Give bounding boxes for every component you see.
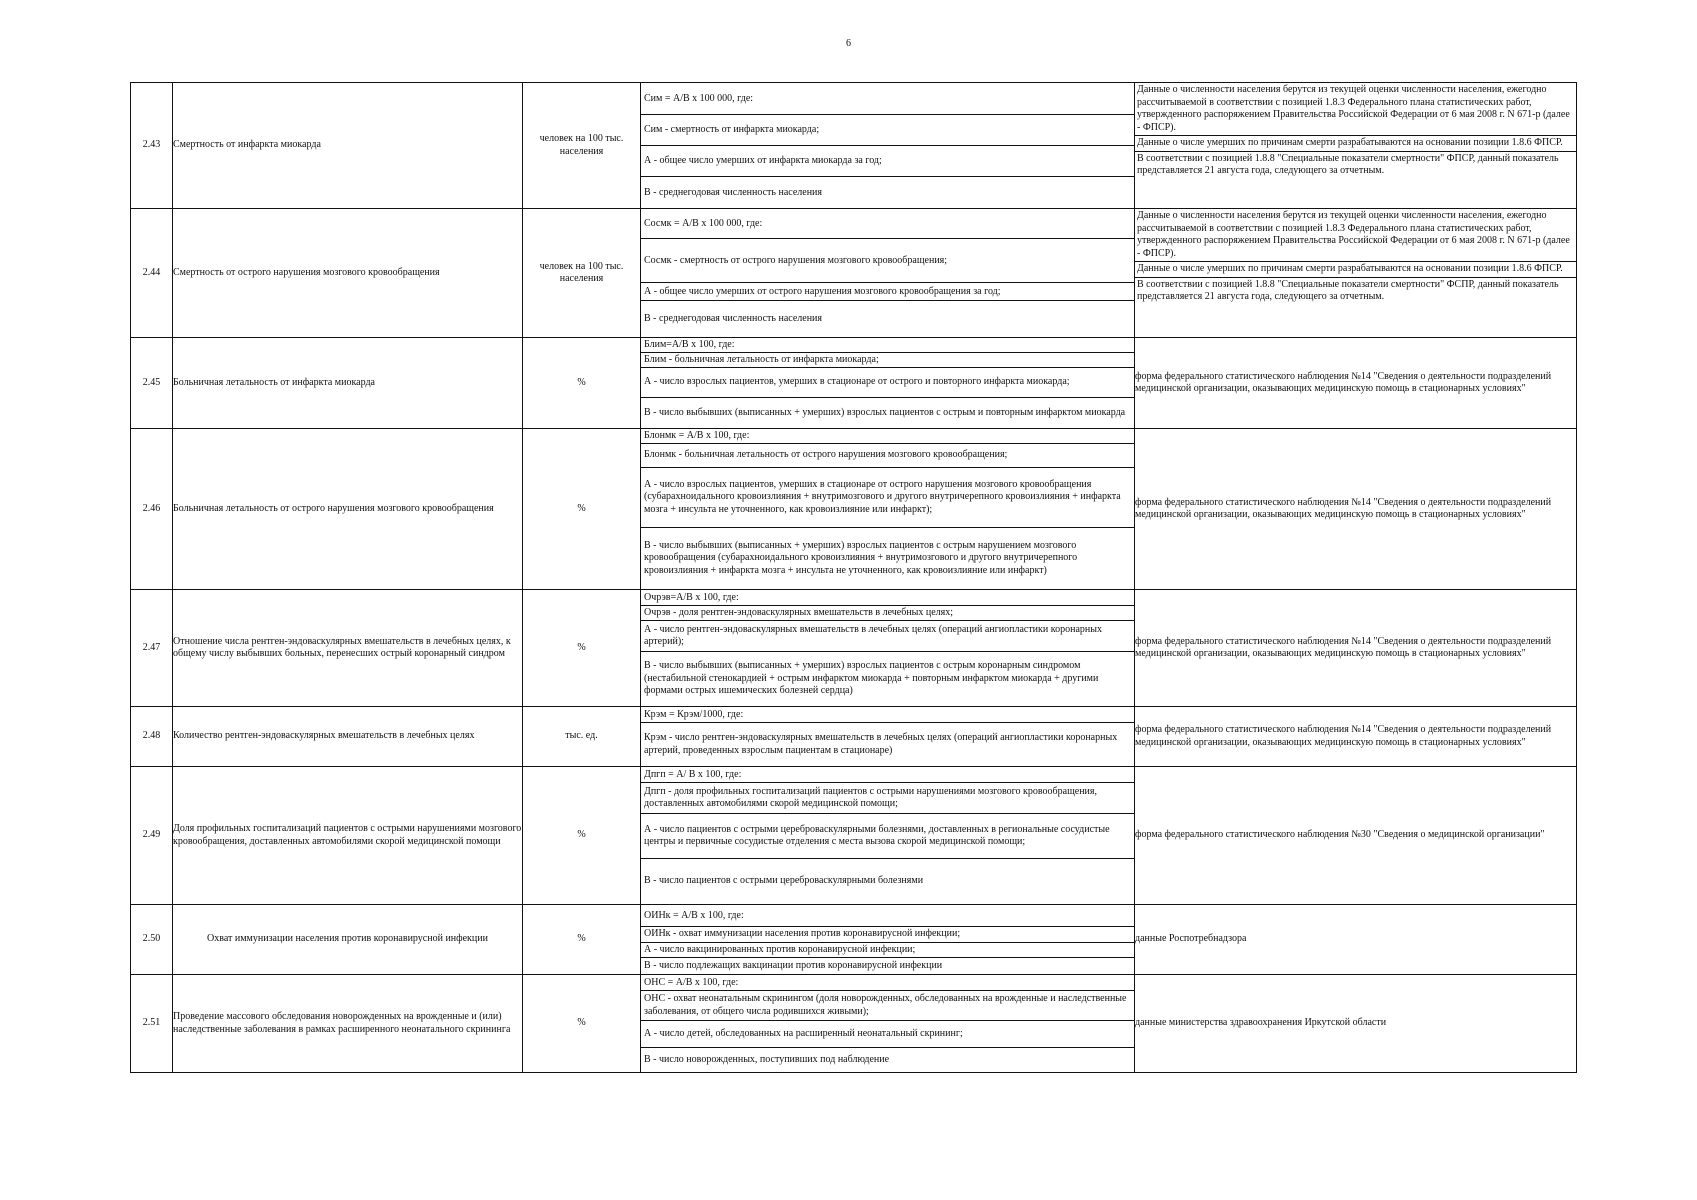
formula-cell — [641, 590, 1135, 707]
unit-cell: % — [523, 590, 641, 707]
indicator-name: Больничная летальность от инфаркта миокарда — [173, 338, 523, 429]
row-number: 2.49 — [131, 767, 173, 905]
formula-line: Сим = А/В х 100 000, где: — [641, 83, 1134, 115]
source-cell: форма федерального статистического наблюдения №14 "Сведения о деятельности подразделений медицинской организации, оказывающих медицинскую помощь в стационарных условиях" — [1135, 338, 1577, 429]
indicator-name: Охват иммунизации населения против коронавирусной инфекции — [173, 905, 523, 975]
indicator-name: Больничная летальность от острого нарушения мозгового кровообращения — [173, 429, 523, 590]
formula-line: Сосмк - смертность от острого нарушения мозгового кровообращения; — [641, 239, 1134, 283]
source-text: В соответствии с позицией 1.8.8 "Специальные показатели смертности" ФПСР, данный показатель представляется 21 августа года, следующего за отчетным. — [1137, 152, 1559, 176]
source-text: Данные о численности населения берутся из текущей оценки численности населения, ежегодно рассчитываемой в соответствии с позицией 1.8.3 Федерального плана статистических работ, утвержденного распоряжением Правительства Российской Федерации от 6 мая 2008 г. N 671-р (далее - ФПСР). — [1135, 83, 1576, 136]
table-row — [131, 707, 1577, 767]
table-row — [131, 83, 1577, 209]
indicator-name: Доля профильных госпитализаций пациентов с острыми нарушениями мозгового кровообращения, доставленных автомобилями скорой медицинской помощи — [173, 767, 523, 905]
table-row — [131, 209, 1577, 338]
table-row — [131, 905, 1577, 975]
unit-cell: человек на 100 тыс. населения — [523, 209, 641, 338]
formula-line: В - число выбывших (выписанных + умерших) взрослых пациентов с острым нарушением мозгового кровообращения (субарахноидального кровоизлияния + внутримозгового и другого внутричерепного кровоизлияния + инфаркта мозга + инсульта не уточненного, как кровоизлияние или инфаркт) — [644, 539, 1078, 576]
formula-line: Блонмк - больничная летальность от острого нарушения мозгового кровообращения; — [641, 444, 1134, 468]
row-number: 2.44 — [131, 209, 173, 338]
unit-cell: % — [523, 975, 641, 1073]
formula-line: Крэм = Крэм/1000, где: — [641, 708, 1134, 723]
indicator-name: Проведение массового обследования новорожденных на врожденные и (или) наследственные заболевания в рамках расширенного неонатального скрининга — [173, 975, 523, 1073]
unit-cell: тыс. ед. — [523, 707, 641, 767]
formula-cell — [641, 83, 1135, 209]
formula-line: Крэм - число рентген-эндоваскулярных вмешательств в лечебных целях (операций ангиопластики коронарных артерий, проведенных взрослым пациентам в стационаре) — [644, 732, 1118, 756]
source-cell: данные Роспотребнадзора — [1135, 905, 1577, 975]
source-cell: форма федерального статистического наблюдения №14 "Сведения о деятельности подразделений медицинской организации, оказывающих медицинскую помощь в стационарных условиях" — [1135, 590, 1577, 707]
formula-line: В - число новорожденных, поступивших под наблюдение — [644, 1053, 890, 1065]
formula-line: Блонмк = А/В х 100, где: — [641, 430, 1134, 444]
row-number: 2.51 — [131, 975, 173, 1073]
formula-line: ОНС - охват неонатальным скринингом (доля новорожденных, обследованных на врожденные и наследственные заболевания, от общего числа родившихся живыми); — [641, 991, 1134, 1021]
formula-line: В - число подлежащих вакцинации против коронавирусной инфекции — [644, 959, 943, 971]
table-row — [131, 338, 1577, 429]
formula-line: Дпгп - доля профильных госпитализаций пациентов с острыми нарушениями мозгового кровообращения, доставленных автомобилями скорой медицинской помощи; — [641, 783, 1134, 814]
formula-line: В - среднегодовая численность населения — [644, 186, 822, 198]
table-row — [131, 590, 1577, 707]
unit-cell: % — [523, 429, 641, 590]
formula-cell — [641, 209, 1135, 338]
indicators-table — [130, 82, 1577, 1073]
formula-line: Очрэв=А/В х 100, где: — [641, 591, 1134, 606]
source-text: Данные о числе умерших по причинам смерти разрабатываются на основании позиции 1.8.6 ФПСР. — [1135, 262, 1576, 278]
formula-cell — [641, 905, 1135, 975]
row-number: 2.50 — [131, 905, 173, 975]
page-number: 6 — [846, 38, 851, 49]
formula-line: ОИНк - охват иммунизации населения против коронавирусной инфекции; — [641, 927, 1134, 943]
unit-cell: % — [523, 338, 641, 429]
formula-cell — [641, 429, 1135, 590]
table-row — [131, 975, 1577, 1073]
formula-line: А - общее число умерших от острого нарушения мозгового кровообращения за год; — [641, 283, 1134, 301]
source-text: В соответствии с позицией 1.8.8 "Специальные показатели смертности" ФСПР, данный показатель представляется 21 августа года, следующего за отчетным. — [1137, 278, 1559, 302]
formula-line: ОИНк = А/В х 100, где: — [641, 906, 1134, 927]
unit-cell: % — [523, 767, 641, 905]
formula-line: Сим - смертность от инфаркта миокарда; — [641, 115, 1134, 146]
source-text: Данные о числе умерших по причинам смерти разрабатываются на основании позиции 1.8.6 ФПСР. — [1135, 136, 1576, 152]
source-text: Данные о численности населения берутся из текущей оценки численности населения, ежегодно рассчитываемой в соответствии с позицией 1.8.3 Федерального плана статистических работ, утвержденного распоряжением Правительства Российской Федерации от 6 мая 2008 г. N 671-р (далее - ФПСР). — [1135, 209, 1576, 262]
row-number: 2.45 — [131, 338, 173, 429]
formula-line: А - число пациентов с острыми цереброваскулярными болезнями, доставленных в региональные сосудистые центры и первичные сосудистые отделения с места вызова скорой медицинской помощи; — [641, 814, 1134, 859]
formula-cell — [641, 338, 1135, 429]
formula-line: В - число выбывших (выписанных + умерших) взрослых пациентов с острым коронарным синдромом (нестабильной стенокардией + острым инфарктом миокарда + повторным инфарктом миокарда + другими формами острых ишемических болезней сердца) — [644, 660, 1099, 697]
indicator-name: Смертность от инфаркта миокарда — [173, 83, 523, 209]
indicator-name: Количество рентген-эндоваскулярных вмешательств в лечебных целях — [173, 707, 523, 767]
unit-cell: человек на 100 тыс. населения — [523, 83, 641, 209]
formula-line: А - число вакцинированных против коронавирусной инфекции; — [641, 943, 1134, 958]
source-cell: данные министерства здравоохранения Иркутской области — [1135, 975, 1577, 1073]
source-cell: форма федерального статистического наблюдения №14 "Сведения о деятельности подразделений медицинской организации, оказывающих медицинскую помощь в стационарных условиях" — [1135, 429, 1577, 590]
formula-line: Блим - больничная летальность от инфаркта миокарда; — [641, 353, 1134, 368]
formula-cell — [641, 767, 1135, 905]
source-cell: форма федерального статистического наблюдения №30 "Сведения о медицинской организации" — [1135, 767, 1577, 905]
formula-line: А - число взрослых пациентов, умерших в стационаре от острого и повторного инфаркта миокарда; — [641, 368, 1134, 398]
formula-line: Блим=А/В х 100, где: — [641, 339, 1134, 353]
formula-cell — [641, 975, 1135, 1073]
indicator-name: Отношение числа рентген-эндоваскулярных вмешательств в лечебных целях, к общему числу выбывших больных, перенесших острый коронарный синдром — [173, 590, 523, 707]
row-number: 2.47 — [131, 590, 173, 707]
formula-cell — [641, 707, 1135, 767]
formula-line: А - число взрослых пациентов, умерших в стационаре от острого нарушения мозгового кровообращения (субарахноидального кровоизлияния + внутримозгового и другого внутричерепного кровоизлияния + инфаркта мозга + инсульта не уточненного, как кровоизлияние или инфаркт); — [641, 468, 1134, 528]
indicator-name: Смертность от острого нарушения мозгового кровообращения — [173, 209, 523, 338]
formula-line: А - число рентген-эндоваскулярных вмешательств в лечебных целях (операций ангиопластики коронарных артерий); — [641, 621, 1134, 652]
source-cell — [1135, 209, 1577, 338]
row-number: 2.46 — [131, 429, 173, 590]
formula-line: В - число выбывших (выписанных + умерших) взрослых пациентов с острым и повторным инфарктом миокарда — [644, 406, 1126, 418]
source-cell — [1135, 83, 1577, 209]
source-cell: форма федерального статистического наблюдения №14 "Сведения о деятельности подразделений медицинской организации, оказывающих медицинскую помощь в стационарных условиях" — [1135, 707, 1577, 767]
formula-line: Сосмк = А/В х 100 000, где: — [641, 209, 1134, 239]
row-number: 2.48 — [131, 707, 173, 767]
formula-line: Очрэв - доля рентген-эндоваскулярных вмешательств в лечебных целях; — [641, 606, 1134, 621]
formula-line: А - число детей, обследованных на расширенный неонатальный скрининг; — [641, 1021, 1134, 1048]
table-row — [131, 767, 1577, 905]
row-number: 2.43 — [131, 83, 173, 209]
formula-line: ОНС = А/В х 100, где: — [641, 976, 1134, 991]
table-row — [131, 429, 1577, 590]
formula-line: В - среднегодовая численность населения — [644, 313, 822, 325]
formula-line: Дпгп = А/ В х 100, где: — [641, 768, 1134, 783]
formula-line: В - число пациентов с острыми цереброваскулярными болезнями — [644, 875, 924, 887]
unit-cell: % — [523, 905, 641, 975]
formula-line: А - общее число умерших от инфаркта миокарда за год; — [641, 146, 1134, 177]
